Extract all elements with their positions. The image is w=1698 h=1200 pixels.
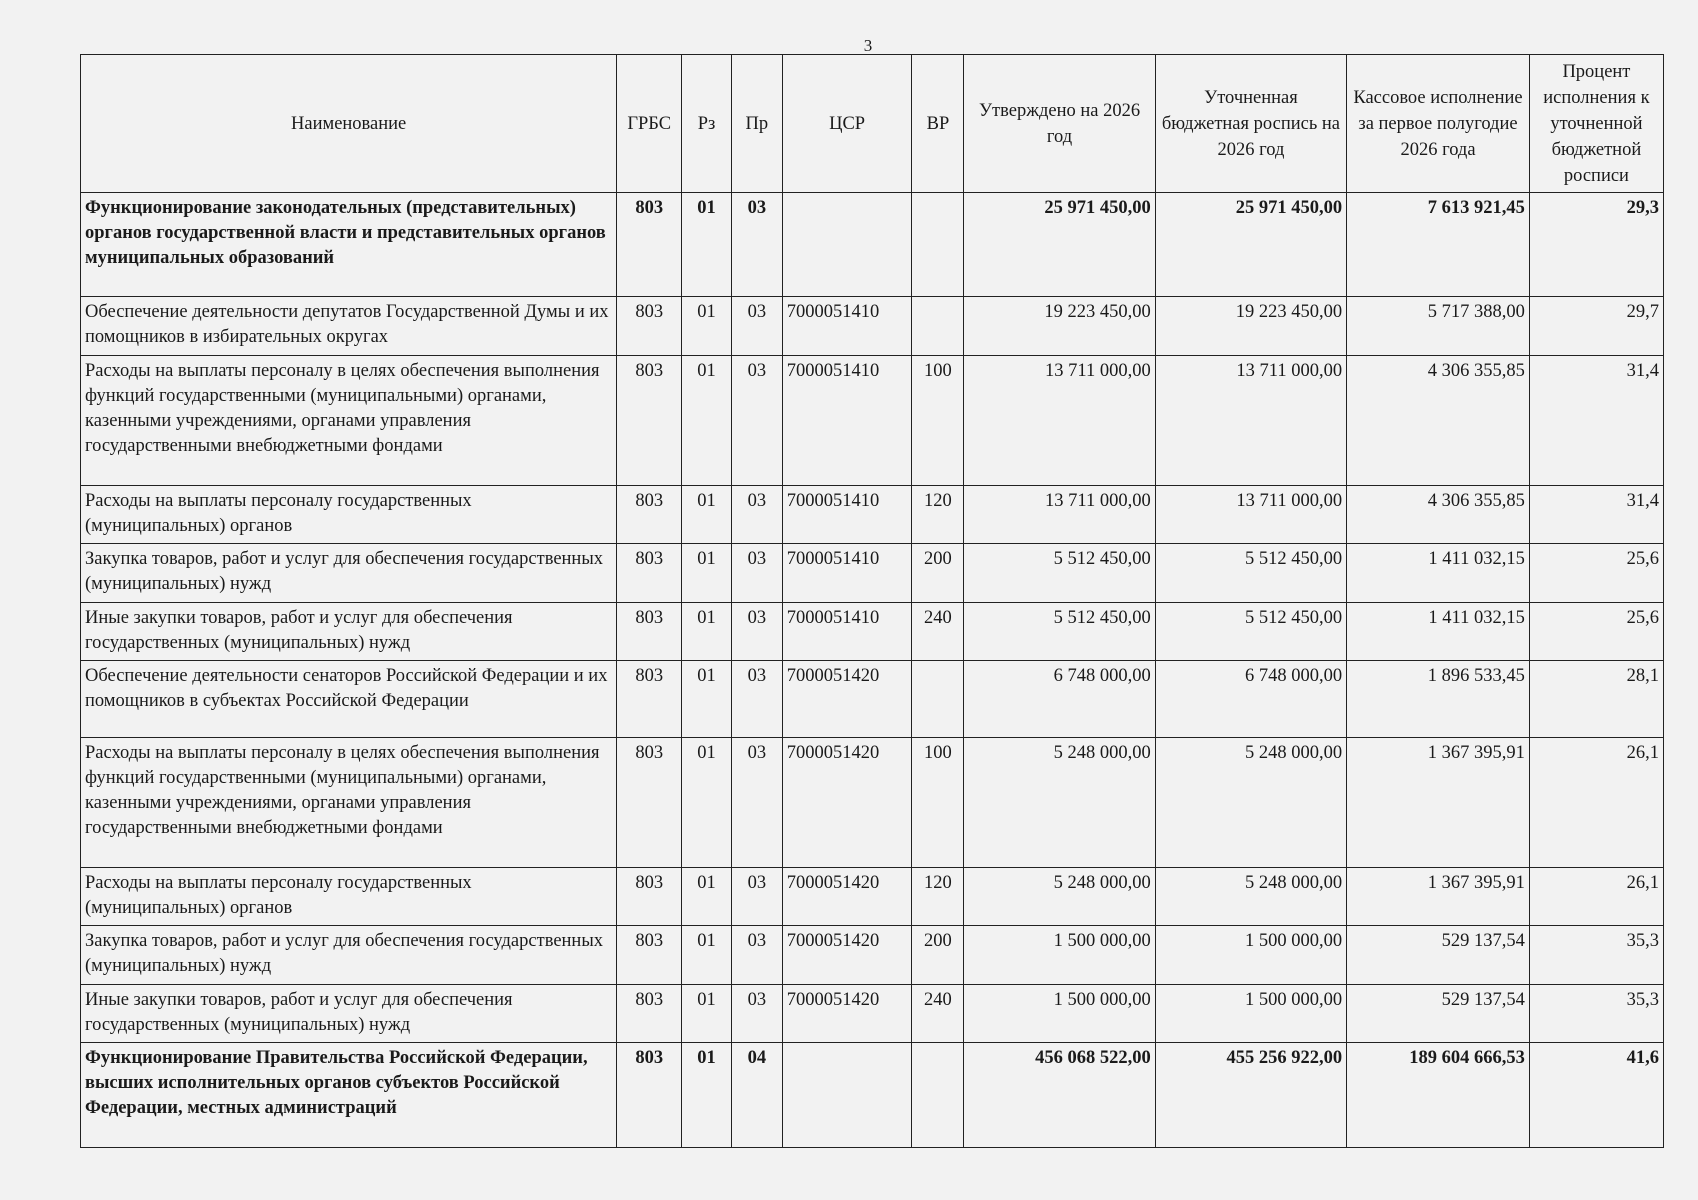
cell-refined: 6 748 000,00 [1155,661,1346,738]
table-header-row [81,55,1664,193]
table-row [81,984,1664,1043]
cell-grbs: 803 [617,485,682,544]
cell-grbs: 803 [617,297,682,356]
cell-vr: 100 [912,355,964,485]
cell-approved: 25 971 450,00 [964,193,1155,297]
cell-refined: 13 711 000,00 [1155,355,1346,485]
cell-approved: 19 223 450,00 [964,297,1155,356]
table-row [81,297,1664,356]
cell-approved: 1 500 000,00 [964,926,1155,985]
table-row [81,738,1664,868]
header-vr: ВР [912,55,964,193]
cell-pr: 03 [731,193,782,297]
cell-pr: 03 [731,738,782,868]
cell-grbs: 803 [617,355,682,485]
cell-pr: 03 [731,661,782,738]
cell-approved: 13 711 000,00 [964,485,1155,544]
cell-name: Обеспечение деятельности сенаторов Российской Федерации и их помощников в субъектах Российской Федерации [81,661,617,738]
header-name: Наименование [81,55,617,193]
cell-percent: 26,1 [1529,738,1663,868]
cell-refined: 455 256 922,00 [1155,1043,1346,1148]
cell-csr [782,193,912,297]
cell-rz: 01 [682,984,732,1043]
cell-grbs: 803 [617,661,682,738]
cell-approved: 5 512 450,00 [964,544,1155,603]
header-approved: Утверждено на 2026 год [964,55,1155,193]
cell-cash: 1 411 032,15 [1347,544,1530,603]
cell-grbs: 803 [617,984,682,1043]
cell-rz: 01 [682,355,732,485]
cell-refined: 13 711 000,00 [1155,485,1346,544]
cell-name: Расходы на выплаты персоналу в целях обеспечения выполнения функций государственными (муниципальными) органами, казенными учреждениями, органами управления государственными внебюджетными фондами [81,355,617,485]
cell-csr: 7000051420 [782,984,912,1043]
cell-percent: 29,7 [1529,297,1663,356]
cell-pr: 04 [731,1043,782,1148]
cell-vr [912,193,964,297]
table-row [81,355,1664,485]
cell-csr: 7000051410 [782,355,912,485]
cell-pr: 03 [731,867,782,926]
cell-refined: 5 512 450,00 [1155,544,1346,603]
cell-approved: 5 248 000,00 [964,738,1155,868]
header-rz: Рз [682,55,732,193]
cell-name: Иные закупки товаров, работ и услуг для обеспечения государственных (муниципальных) нужд [81,602,617,661]
cell-cash: 1 411 032,15 [1347,602,1530,661]
cell-cash: 529 137,54 [1347,926,1530,985]
cell-rz: 01 [682,193,732,297]
cell-name: Иные закупки товаров, работ и услуг для обеспечения государственных (муниципальных) нужд [81,984,617,1043]
cell-csr: 7000051420 [782,926,912,985]
cell-percent: 28,1 [1529,661,1663,738]
cell-percent: 31,4 [1529,355,1663,485]
table-row [81,1043,1664,1148]
cell-csr: 7000051410 [782,544,912,603]
cell-name: Функционирование законодательных (представительных) органов государственной власти и представительных органов муниципальных образований [81,193,617,297]
cell-rz: 01 [682,544,732,603]
table-row [81,485,1664,544]
cell-cash: 1 896 533,45 [1347,661,1530,738]
cell-refined: 5 248 000,00 [1155,738,1346,868]
cell-csr: 7000051410 [782,485,912,544]
cell-percent: 35,3 [1529,984,1663,1043]
cell-grbs: 803 [617,867,682,926]
table-body [81,193,1664,1148]
cell-vr: 200 [912,926,964,985]
cell-pr: 03 [731,544,782,603]
cell-approved: 13 711 000,00 [964,355,1155,485]
cell-refined: 25 971 450,00 [1155,193,1346,297]
cell-cash: 4 306 355,85 [1347,355,1530,485]
cell-pr: 03 [731,602,782,661]
cell-csr: 7000051410 [782,297,912,356]
cell-grbs: 803 [617,544,682,603]
cell-cash: 7 613 921,45 [1347,193,1530,297]
cell-cash: 1 367 395,91 [1347,867,1530,926]
cell-pr: 03 [731,485,782,544]
cell-percent: 41,6 [1529,1043,1663,1148]
cell-rz: 01 [682,485,732,544]
cell-pr: 03 [731,297,782,356]
cell-name: Обеспечение деятельности депутатов Государственной Думы и их помощников в избирательных округах [81,297,617,356]
cell-name: Расходы на выплаты персоналу государственных (муниципальных) органов [81,485,617,544]
cell-name: Закупка товаров, работ и услуг для обеспечения государственных (муниципальных) нужд [81,926,617,985]
cell-name: Расходы на выплаты персоналу государственных (муниципальных) органов [81,867,617,926]
table-row [81,867,1664,926]
cell-vr: 120 [912,485,964,544]
cell-pr: 03 [731,926,782,985]
cell-csr: 7000051420 [782,867,912,926]
cell-csr: 7000051420 [782,738,912,868]
header-refined: Уточненная бюджетная роспись на 2026 год [1155,55,1346,193]
cell-grbs: 803 [617,1043,682,1148]
cell-vr [912,661,964,738]
cell-vr [912,297,964,356]
cell-cash: 5 717 388,00 [1347,297,1530,356]
cell-grbs: 803 [617,193,682,297]
cell-refined: 5 248 000,00 [1155,867,1346,926]
cell-rz: 01 [682,738,732,868]
cell-cash: 529 137,54 [1347,984,1530,1043]
cell-csr [782,1043,912,1148]
header-grbs: ГРБС [617,55,682,193]
cell-refined: 1 500 000,00 [1155,926,1346,985]
cell-rz: 01 [682,867,732,926]
table-row [81,661,1664,738]
cell-grbs: 803 [617,738,682,868]
cell-approved: 5 248 000,00 [964,867,1155,926]
table-row [81,193,1664,297]
header-cash: Кассовое исполнение за первое полугодие 2026 года [1347,55,1530,193]
cell-cash: 4 306 355,85 [1347,485,1530,544]
cell-percent: 31,4 [1529,485,1663,544]
cell-rz: 01 [682,602,732,661]
header-pr: Пр [731,55,782,193]
cell-pr: 03 [731,984,782,1043]
cell-percent: 25,6 [1529,544,1663,603]
cell-approved: 6 748 000,00 [964,661,1155,738]
budget-table [80,54,1664,1148]
cell-rz: 01 [682,1043,732,1148]
cell-name: Расходы на выплаты персоналу в целях обеспечения выполнения функций государственными (муниципальными) органами, казенными учреждениями, органами управления государственными внебюджетными фондами [81,738,617,868]
cell-rz: 01 [682,926,732,985]
cell-percent: 29,3 [1529,193,1663,297]
cell-refined: 19 223 450,00 [1155,297,1346,356]
header-percent: Процент исполнения к уточненной бюджетной росписи [1529,55,1663,193]
cell-rz: 01 [682,297,732,356]
cell-vr: 240 [912,984,964,1043]
cell-vr [912,1043,964,1148]
table-row [81,602,1664,661]
cell-vr: 120 [912,867,964,926]
cell-approved: 1 500 000,00 [964,984,1155,1043]
cell-vr: 100 [912,738,964,868]
cell-refined: 5 512 450,00 [1155,602,1346,661]
table-row [81,926,1664,985]
page-number: 3 [863,36,873,55]
cell-refined: 1 500 000,00 [1155,984,1346,1043]
table-row [81,544,1664,603]
cell-cash: 189 604 666,53 [1347,1043,1530,1148]
cell-percent: 35,3 [1529,926,1663,985]
cell-name: Функционирование Правительства Российской Федерации, высших исполнительных органов субъектов Российской Федерации, местных администраций [81,1043,617,1148]
cell-rz: 01 [682,661,732,738]
cell-vr: 240 [912,602,964,661]
cell-pr: 03 [731,355,782,485]
cell-name: Закупка товаров, работ и услуг для обеспечения государственных (муниципальных) нужд [81,544,617,603]
cell-csr: 7000051420 [782,661,912,738]
cell-cash: 1 367 395,91 [1347,738,1530,868]
cell-vr: 200 [912,544,964,603]
cell-grbs: 803 [617,602,682,661]
header-csr: ЦСР [782,55,912,193]
cell-grbs: 803 [617,926,682,985]
cell-csr: 7000051410 [782,602,912,661]
cell-approved: 5 512 450,00 [964,602,1155,661]
cell-approved: 456 068 522,00 [964,1043,1155,1148]
cell-percent: 25,6 [1529,602,1663,661]
cell-percent: 26,1 [1529,867,1663,926]
